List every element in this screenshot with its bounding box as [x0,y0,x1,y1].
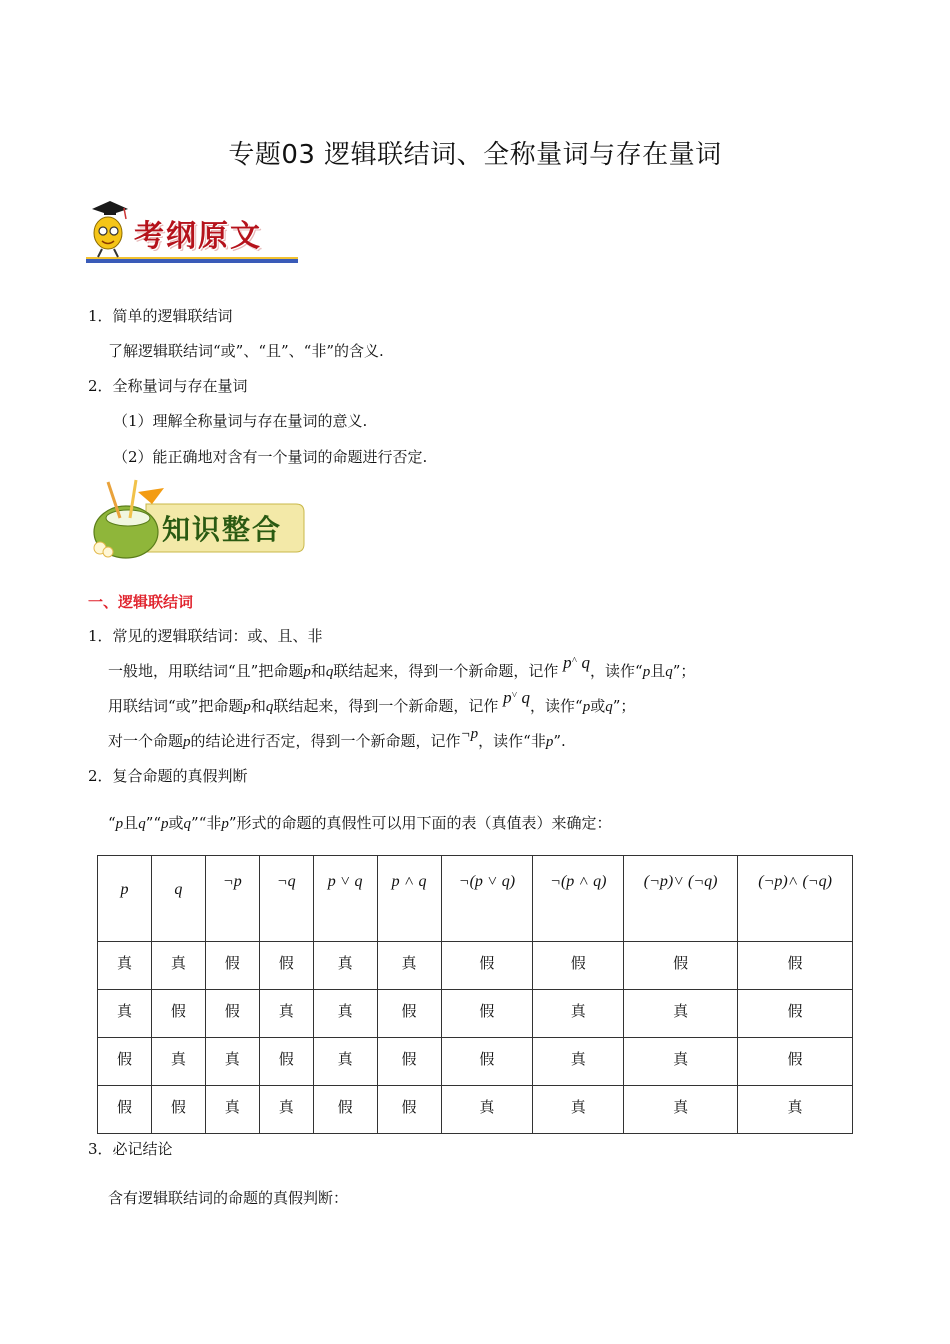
table-cell: 真 [313,942,377,990]
table-cell: 假 [205,942,259,990]
table-cell: 真 [313,990,377,1038]
table-cell: 假 [98,1038,152,1086]
outline-item-2: 2．全称量词与存在量词 [88,377,248,395]
table-cell: 假 [205,990,259,1038]
table-cell: 假 [377,1086,441,1134]
subheading-connectives: 1．常见的逻辑联结词：或、且、非 [88,627,323,645]
table-cell: 真 [377,942,441,990]
page-title: 专题03 逻辑联结词、全称量词与存在量词 [228,140,722,170]
table-cell: 假 [624,942,738,990]
header-cell: (¬p)˅ (¬q) [624,856,738,942]
and-symbol: p˄ q [563,653,591,672]
table-cell: 真 [624,1086,738,1134]
table-cell: 真 [533,990,624,1038]
table-cell: 假 [377,1038,441,1086]
table-cell: 假 [313,1086,377,1134]
subheading-conclusions: 3．必记结论 [88,1140,173,1158]
header-cell: ¬p [205,856,259,942]
header-cell: ¬(p ˄ q) [533,856,624,942]
table-cell: 假 [441,942,533,990]
table-cell: 真 [259,1086,313,1134]
table-cell: 真 [441,1086,533,1134]
table-cell: 真 [205,1038,259,1086]
header-cell: p ˅ q [313,856,377,942]
table-cell: 真 [533,1038,624,1086]
table-cell: 假 [151,1086,205,1134]
table-intro: “p且q”“p或q”“非p”形式的命题的真假性可以用下面的表（真值表）来确定： [108,814,612,832]
subheading-truth: 2．复合命题的真假判断 [88,767,248,785]
table-cell: 真 [624,1038,738,1086]
header-cell: p [98,856,152,942]
header-cell: p ˄ q [377,856,441,942]
table-row [98,990,853,1038]
truth-table-header [98,856,853,942]
table-cell: 假 [441,1038,533,1086]
table-cell: 假 [259,1038,313,1086]
table-cell: 真 [738,1086,853,1134]
table-cell: 真 [313,1038,377,1086]
table-row [98,942,853,990]
table-cell: 真 [151,1038,205,1086]
knowledge-badge-label: 知识整合 [162,513,283,546]
not-definition: 对一个命题p的结论进行否定，得到一个新命题，记作¬p，读作“非p”. [108,726,566,750]
header-cell: (¬p)˄ (¬q) [738,856,853,942]
truth-table [97,855,853,1134]
and-definition: 一般地，用联结词“且”把命题p和q联结起来，得到一个新命题，记作 p˄ q，读作“p且q”； [108,653,696,680]
table-cell: 假 [738,990,853,1038]
table-cell: 假 [377,990,441,1038]
table-cell: 假 [533,942,624,990]
table-cell: 真 [98,990,152,1038]
outline-badge [84,193,300,267]
table-cell: 真 [205,1086,259,1134]
outline-item-2-a: （1）理解全称量词与存在量词的意义. [113,412,368,430]
conclusions-desc: 含有逻辑联结词的命题的真假判断： [108,1189,349,1207]
table-row [98,1038,853,1086]
table-cell: 假 [738,942,853,990]
header-cell: ¬(p ˅ q) [441,856,533,942]
table-cell: 假 [441,990,533,1038]
table-cell: 真 [151,942,205,990]
table-cell: 假 [98,1086,152,1134]
section-heading-logic: 一、逻辑联结词 [88,593,194,611]
table-cell: 假 [151,990,205,1038]
table-cell: 真 [624,990,738,1038]
table-row [98,1086,853,1134]
outline-item-1-desc: 了解逻辑联结词“或”、“且”、“非”的含义. [108,342,384,360]
table-cell: 真 [98,942,152,990]
header-cell: q [151,856,205,942]
table-cell: 假 [738,1038,853,1086]
or-symbol: p˅ q [503,688,531,707]
outline-item-1: 1．简单的逻辑联结词 [88,307,233,325]
not-symbol: ¬p [460,726,479,742]
outline-badge-label: 考纲原文 [134,219,262,254]
table-cell: 真 [533,1086,624,1134]
header-cell: ¬q [259,856,313,942]
outline-item-2-b: （2）能正确地对含有一个量词的命题进行否定. [113,448,428,466]
table-cell: 假 [259,942,313,990]
table-cell: 真 [259,990,313,1038]
knowledge-badge [86,478,306,562]
or-definition: 用联结词“或”把命题p和q联结起来，得到一个新命题，记作 p˅ q，读作“p或q”； [108,688,636,715]
